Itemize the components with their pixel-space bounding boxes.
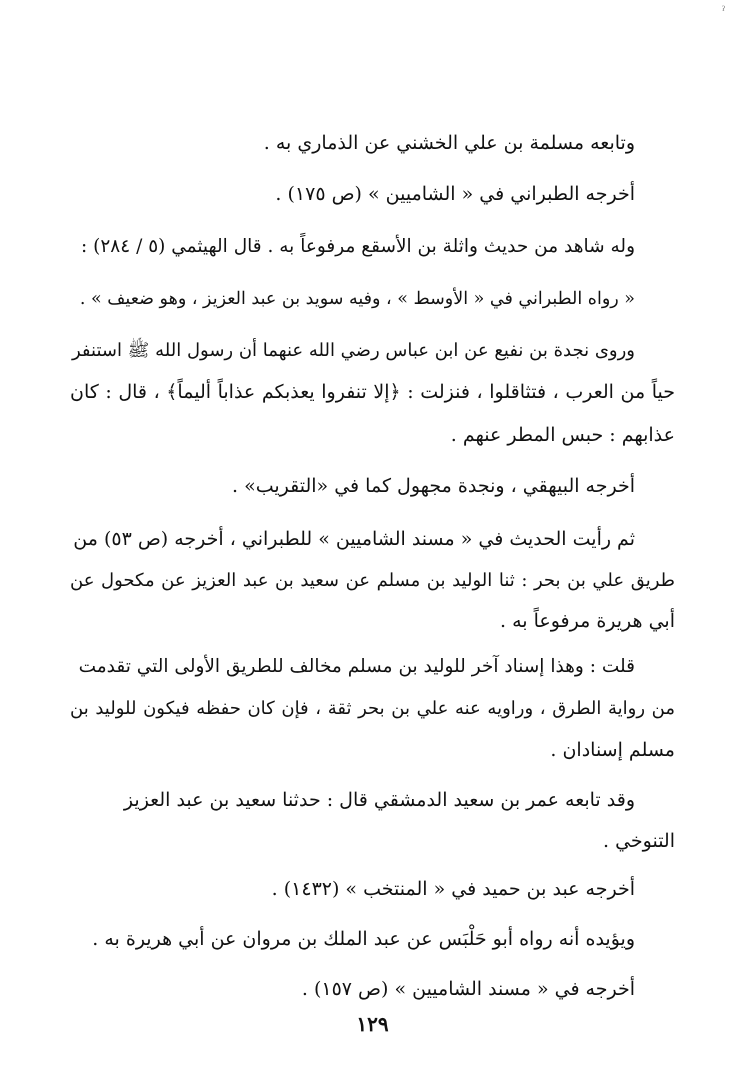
text-line: أبي هريرة مرفوعاً به .: [500, 610, 675, 632]
text-line: وله شاهد من حديث واثلة بن الأسقع مرفوعاً به . قال الهيثمي (٥ / ٢٨٤) :: [81, 236, 635, 257]
text-line: ثم رأيت الحديث في « مسند الشاميين » للطبراني ، أخرجه (ص ٥٣) من: [73, 528, 635, 550]
text-line: أخرجه البيهقي ، ونجدة مجهول كما في «التقريب» .: [232, 475, 635, 497]
text-line: عذابهم : حبس المطر عنهم .: [450, 424, 675, 446]
text-line: وروى نجدة بن نفيع عن ابن عباس رضي الله عنهما أن رسول الله ﷺ استنفر: [71, 340, 635, 361]
text-line: أخرجه الطبراني في « الشاميين » (ص ١٧٥) .: [275, 183, 635, 205]
text-line: حياً من العرب ، فتثاقلوا ، فنزلت : ﴿إلا تنفروا يعذبكم عذاباً أليماً﴾ ، قال : كان: [70, 381, 675, 403]
text-line: مسلم إسنادان .: [550, 739, 675, 761]
text-line: ويؤيده أنه رواه أبو حَلْبَس عن عبد الملك بن مروان عن أبي هريرة به .: [92, 928, 635, 950]
scan-mark: ˀ: [722, 4, 726, 18]
text-line: قلت : وهذا إسناد آخر للوليد بن مسلم مخالف للطريق الأولى التي تقدمت: [78, 656, 635, 677]
text-line: أخرجه عبد بن حميد في « المنتخب » (١٤٣٢) .: [271, 878, 635, 900]
text-line: « رواه الطبراني في « الأوسط » ، وفيه سويد بن عبد العزيز ، وهو ضعيف » .: [79, 289, 635, 309]
text-line: وقد تابعه عمر بن سعيد الدمشقي قال : حدثنا سعيد بن عبد العزيز: [123, 789, 635, 811]
text-line: أخرجه في « مسند الشاميين » (ص ١٥٧) .: [301, 978, 635, 1000]
text-line: التنوخي .: [602, 830, 675, 852]
text-line: من رواية الطرق ، وراويه عنه علي بن بحر ثقة ، فإن كان حفظه فيكون للوليد بن: [70, 698, 675, 719]
text-line: وتابعه مسلمة بن علي الخشني عن الذماري به .: [263, 132, 635, 154]
page-number: ١٢٩: [356, 1012, 389, 1036]
text-line: طريق علي بن بحر : ثنا الوليد بن مسلم عن سعيد بن عبد العزيز عن مكحول عن: [70, 570, 675, 591]
